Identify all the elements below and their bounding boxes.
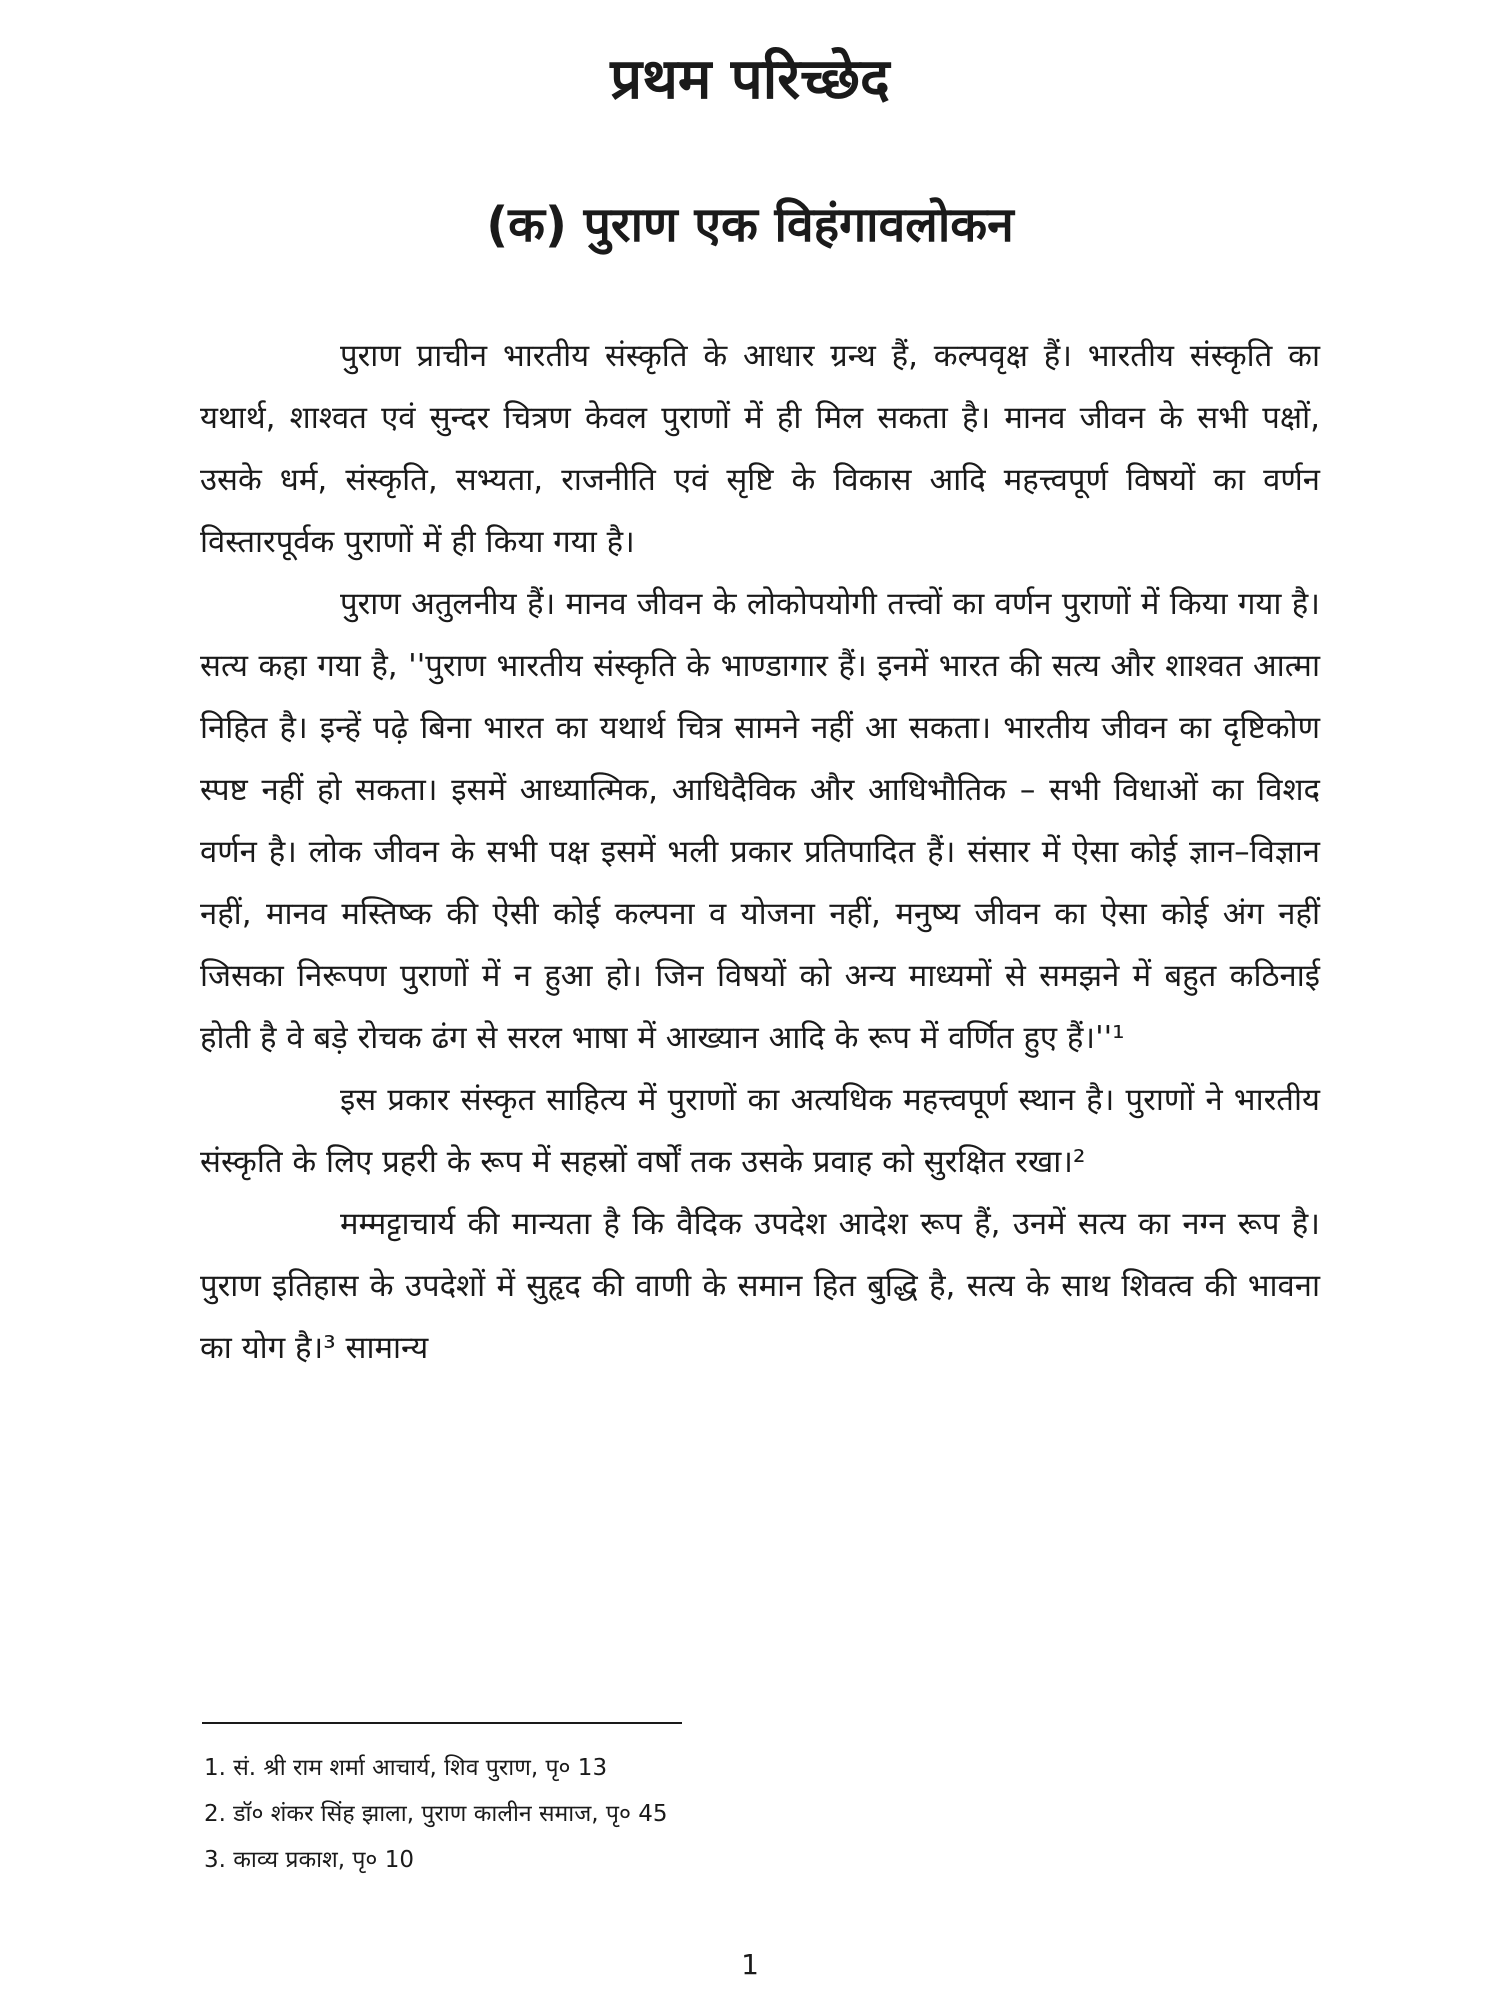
footnote-1: 1. सं. श्री राम शर्मा आचार्य, शिव पुराण, पृ० 13 bbox=[204, 1755, 608, 1781]
page-number: 1 bbox=[741, 1948, 759, 1981]
body-text bbox=[200, 325, 1320, 1379]
footnotes bbox=[204, 1745, 1304, 1883]
paragraph-3: इस प्रकार संस्कृत साहित्य में पुराणों का अत्यधिक महत्त्वपूर्ण स्थान है। पुराणों ने भारतीय संस्कृति के लिए प्रहरी के रूप में सहस्रों वर्षों तक उसके प्रवाह को सुरक्षित रखा।² bbox=[200, 1082, 1320, 1180]
paragraph-1: पुराण प्राचीन भारतीय संस्कृति के आधार ग्रन्थ हैं, कल्पवृक्ष हैं। भारतीय संस्कृति का यथार्थ, शाश्वत एवं सुन्दर चित्रण केवल पुराणों में ही मिल सकता है। मानव जीवन के सभी पक्षों, उसके धर्म, संस्कृति, सभ्यता, राजनीति एवं सृष्टि के विकास आदि महत्त्वपूर्ण विषयों का वर्णन विस्तारपूर्वक पुराणों में ही किया गया है। bbox=[200, 338, 1320, 560]
footnote-3: 3. काव्य प्रकाश, पृ० 10 bbox=[204, 1847, 414, 1873]
footnote-2: 2. डॉ० शंकर सिंह झाला, पुराण कालीन समाज, पृ० 45 bbox=[204, 1801, 668, 1827]
section-title: (क) पुराण एक विहंगावलोकन bbox=[486, 197, 1014, 253]
chapter-title: प्रथम परिच्छेद bbox=[610, 47, 890, 112]
paragraph-4: मम्मट्टाचार्य की मान्यता है कि वैदिक उपदेश आदेश रूप हैं, उनमें सत्य का नग्न रूप है। पुराण इतिहास के उपदेशों में सुहृद की वाणी के समान हित बुद्धि है, सत्य के साथ शिवत्व की भावना का योग है।³ सामान्य bbox=[200, 1206, 1320, 1366]
footnote-divider bbox=[202, 1722, 682, 1724]
paragraph-2: पुराण अतुलनीय हैं। मानव जीवन के लोकोपयोगी तत्त्वों का वर्णन पुराणों में किया गया है। सत्य कहा गया है, ''पुराण भारतीय संस्कृति के भाण्डागार हैं। इनमें भारत की सत्य और शाश्वत आत्मा निहित है। इन्हें पढ़े बिना भारत का यथार्थ चित्र सामने नहीं आ सकता। भारतीय जीवन का दृष्टिकोण स्पष्ट नहीं हो सकता। इसमें आध्यात्मिक, आधिदैविक और आधिभौतिक – सभी विधाओं का विशद वर्णन है। लोक जीवन के सभी पक्ष इसमें भली प्रकार प्रतिपादित हैं। संसार में ऐसा कोई ज्ञान–विज्ञान नहीं, मानव मस्तिष्क की ऐसी कोई कल्पना व योजना नहीं, मनुष्य जीवन का ऐसा कोई अंग नहीं जिसका निरूपण पुराणों में न हुआ हो। जिन विषयों को अन्य माध्यमों से समझने में बहुत कठिनाई होती है वे बड़े रोचक ढंग से सरल भाषा में आख्यान आदि के रूप में वर्णित हुए हैं।''¹ bbox=[200, 586, 1320, 1056]
